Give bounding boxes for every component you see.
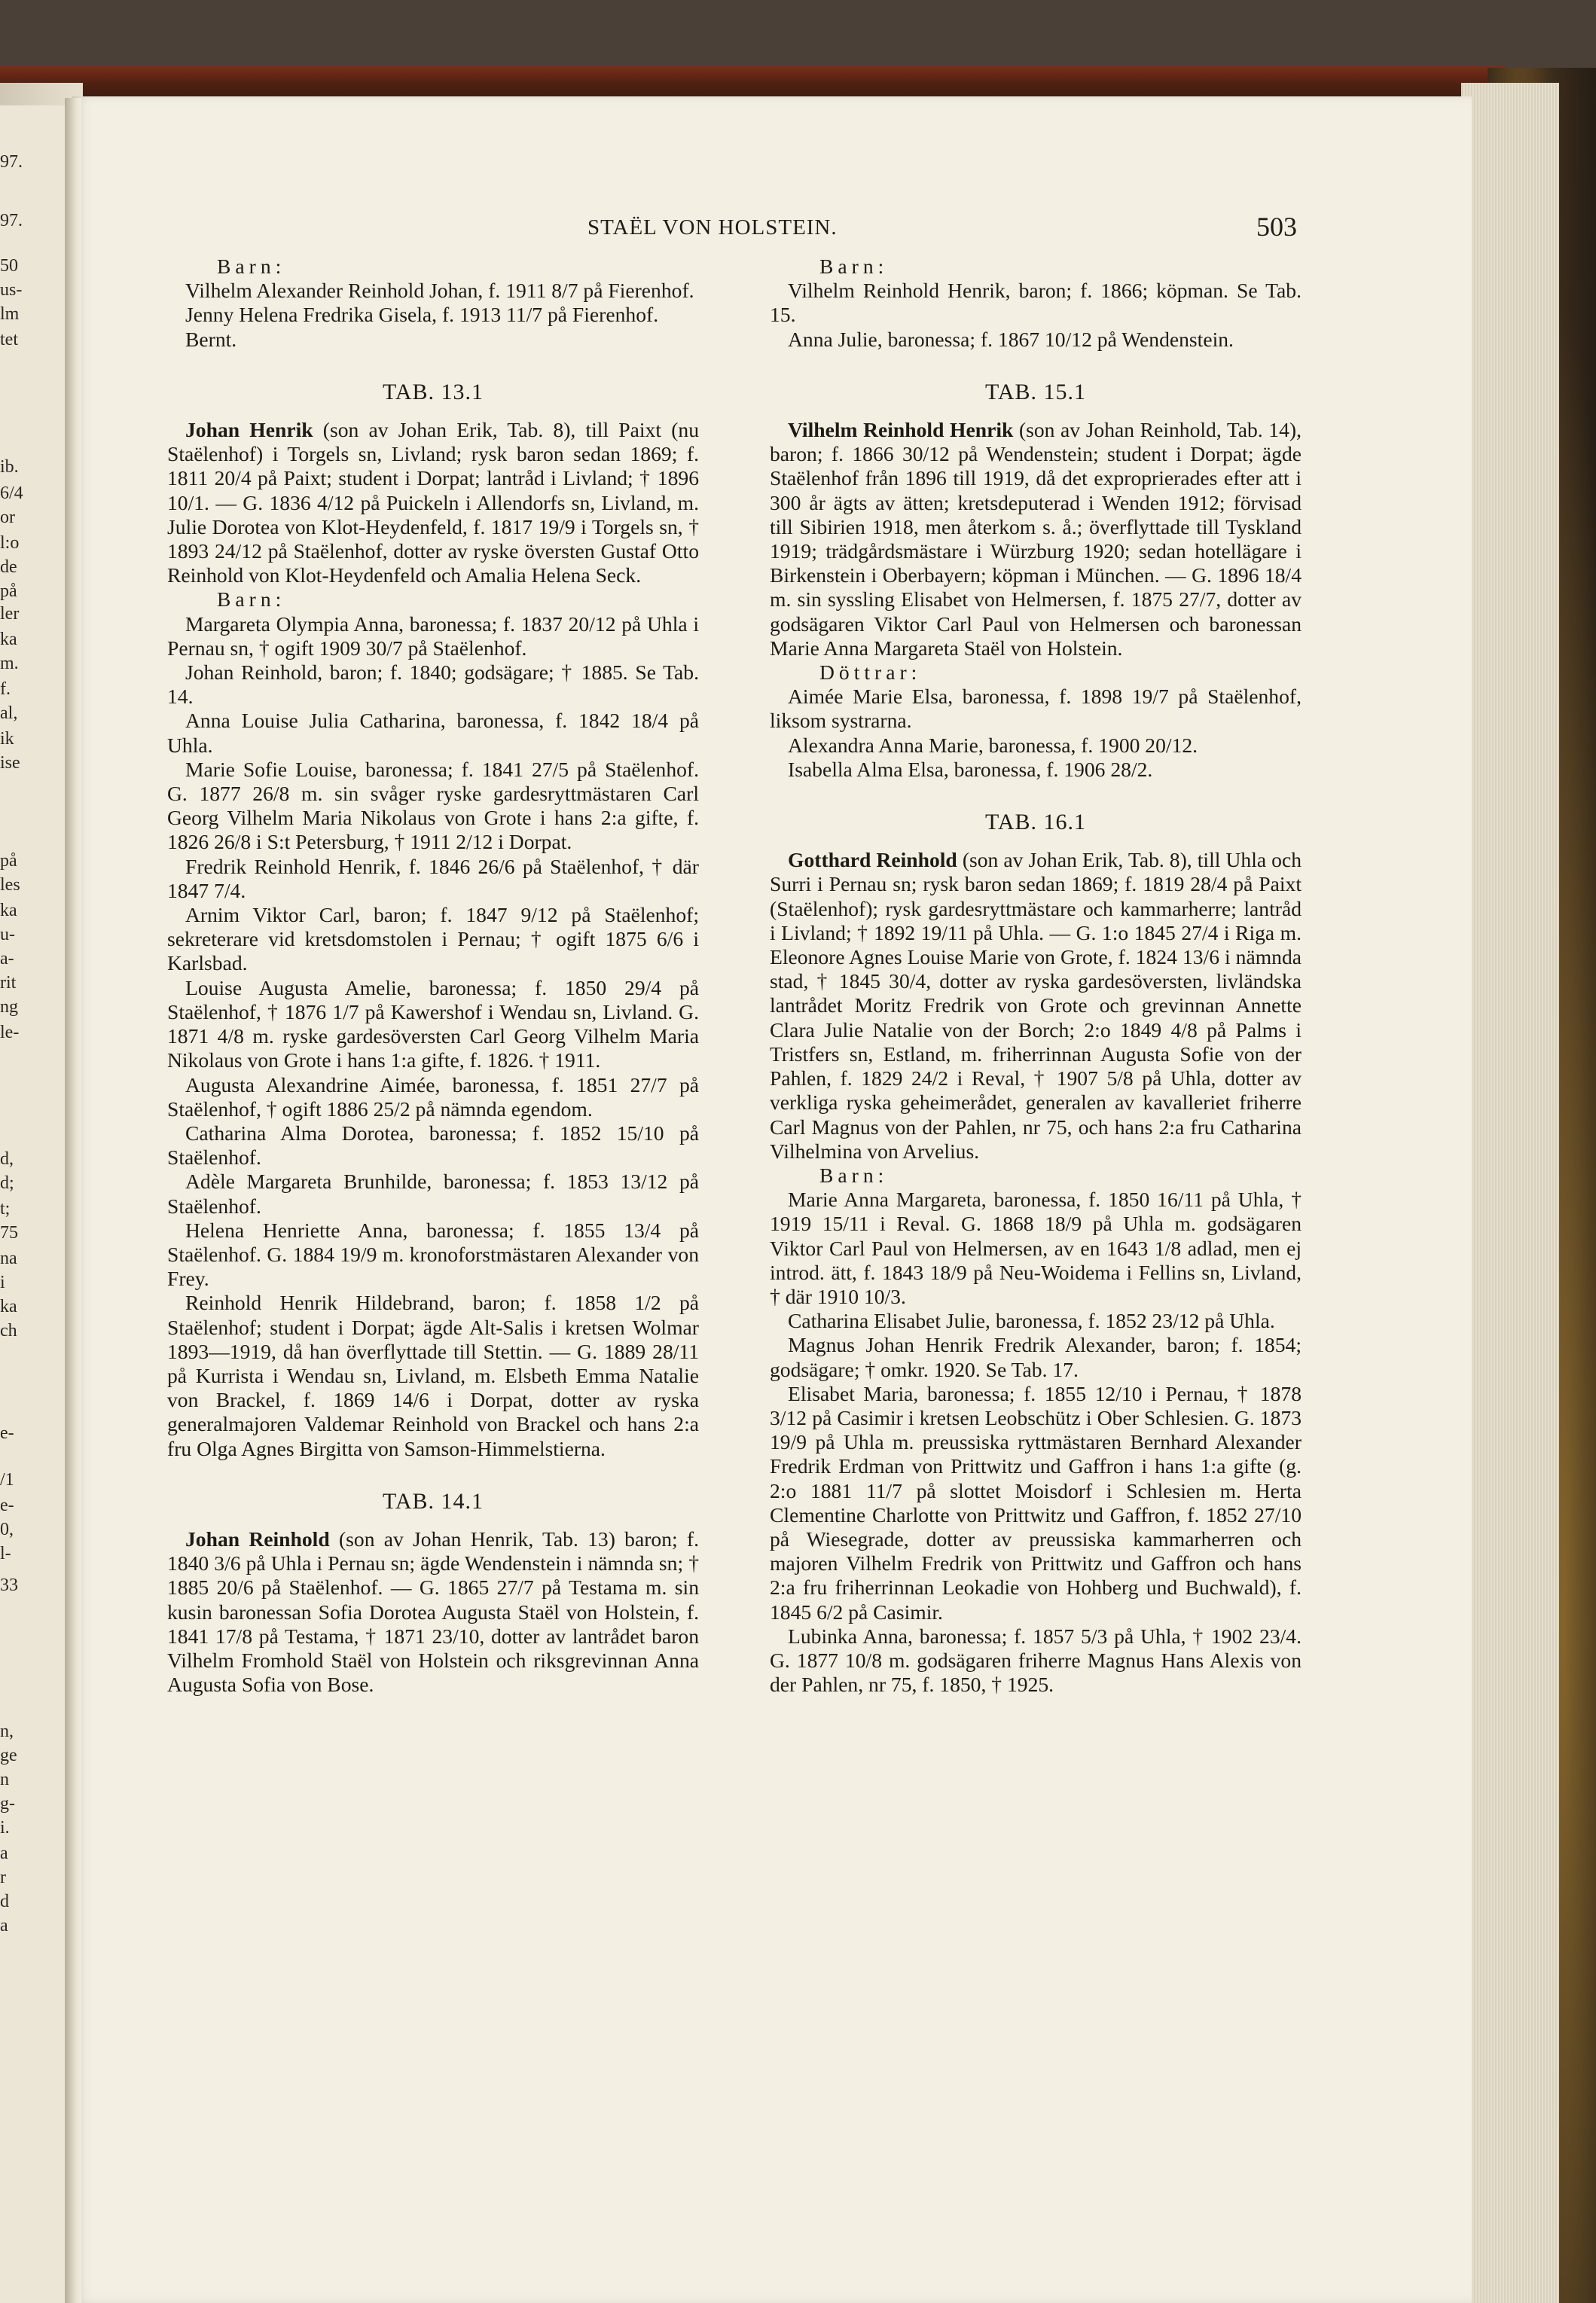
left-page-fragment: n [0,1770,9,1789]
left-page-fragment: 75 [0,1223,18,1243]
left-page-fragment: 97. [0,152,23,172]
left-page-fragment: /1 [0,1470,14,1490]
child-entry: Adèle Margareta Brunhilde, baronessa; f. 1853 13/12 på Staëlenhof. [167,1170,699,1218]
tab14-text: (son av Johan Henrik, Tab. 13) baron; f. 1840 3/6 på Uhla i Pernau sn; ägde Wendenstein i nämnda sn; † 1885 20/6 på Staëlenhof. — G. 1865 27/7 på Testama m. sin kusin baronessan Sofia Dorotea Augusta Staël von Holstein, f. 1841 17/8 på Testama, † 1871 23/10, dotter av lantrådet baron Vilhelm Fromhold Staël von Holstein och riksgrevinnan Anna Augusta Sofia von Bose. [167,1527,700,1697]
child-entry: Marie Anna Margareta, baronessa, f. 1850 16/11 på Uhla, † 1919 15/11 i Reval. G. 1868 18/9 på Uhla m. godsägaren Viktor Carl Paul von Helmersen, av en 1643 1/8 adlad, men ej introd. ätt, f. 1843 18/9 på Neu-Woidema i Fellins sn, Livland, † där 1910 10/3. [770,1188,1302,1308]
left-page-fragment: 97. [0,211,23,230]
tab16-entry [770,848,1302,1164]
tab13-text: (son av Johan Erik, Tab. 8), till Paixt (nu Staëlenhof) i Torgels sn, Livland; rysk baron sedan 1869; f. 1811 20/4 på Paixt; student i Dorpat; lantråd i Livland; † 1896 10/1. — G. 1836 4/12 på Puickeln i Allendorfs sn, Livland, m. Julie Dorotea von Klot-Heydenfeld, f. 1817 19/9 i Torgels sn, † 1893 24/12 på Staëlenhof, dotter av ryske översten Gustaf Otto Reinhold von Klot-Heydenfeld och Amalia Helena Seck. [167,418,699,587]
left-page-fragment: l:o [0,533,20,553]
child-entry: Augusta Alexandrine Aimée, baronessa, f. 1851 27/7 på Staëlenhof, † ogift 1886 25/2 på nämnda egendom. [167,1072,699,1121]
child-entry: Jenny Helena Fredrika Gisela, f. 1913 11/7 på Fierenhof. [185,303,659,327]
child-entry: Magnus Johan Henrik Fredrik Alexander, baron; f. 1854; godsägare; † omkr. 1920. Se Tab. 17. [770,1333,1302,1381]
child-entry: Vilhelm Reinhold Henrik, baron; f. 1866; köpman. Se Tab. 15. [770,279,1302,327]
left-page-fragment: al, [0,703,18,723]
left-page-fragment: på [0,581,17,601]
left-page-fragment: ch [0,1321,17,1341]
left-page-fragment: f. [0,679,11,699]
left-page-fragment: a- [0,949,14,968]
child-entry: Marie Sofie Louise, baronessa; f. 1841 27/5 på Staëlenhof. G. 1877 26/8 m. sin svåger ryske gardesryttmästaren Carl Georg Vilhelm Maria Nikolaus von Grote i hans 2:a gifte, f. 1826 26/8 i S:t Petersburg, † 1911 2/12 i Dorpat. [167,757,699,854]
child-entry: Arnim Viktor Carl, baron; f. 1847 9/12 på Staëlenhof; sekreterare vid kretsdomstolen i Pernau; † ogift 1875 6/6 i Karlsbad. [167,903,699,975]
child-entry: Isabella Alma Elsa, baronessa, f. 1906 28/2. [788,757,1153,781]
left-page-fragment: r [0,1868,6,1887]
tab15-name: Vilhelm Reinhold Henrik [788,418,1014,442]
tab16-heading: TAB. 16.1 [984,810,1087,835]
left-page-fragment: i. [0,1818,10,1838]
left-page-fragment: u- [0,925,15,944]
left-page-fragment: t; [0,1199,11,1219]
left-page-fragment: 6/4 [0,483,23,503]
left-page-fragment: le- [0,1023,20,1042]
left-page-fragment: rit [0,973,17,993]
tab15-entry [770,418,1302,660]
child-entry: Catharina Elisabet Julie, baronessa, f. 1852 23/12 på Uhla. [788,1309,1275,1333]
left-page-fragment: e- [0,1496,14,1515]
tab14-heading: TAB. 14.1 [382,1488,484,1514]
right-column [770,255,1302,1697]
left-page-fragment: g- [0,1794,15,1813]
tab13-name: Johan Henrik [185,418,313,442]
left-page-fragment: d [0,1892,9,1911]
child-entry: Anna Louise Julia Catharina, baronessa, f. 1842 18/4 på Uhla. [167,709,699,757]
left-page-fragment: n, [0,1722,14,1741]
left-page-fragment: på [0,851,17,871]
left-page-fragment: m. [0,654,19,673]
child-entry: Margareta Olympia Anna, baronessa; f. 1837 20/12 på Uhla i Pernau sn, † ogift 1909 30/7 på Staëlenhof. [167,612,699,660]
left-page-fragment: i [0,1273,5,1292]
tab15-heading: TAB. 15.1 [984,379,1087,404]
left-page-fragment: d, [0,1149,14,1169]
page-stack-edge [1461,83,1559,2303]
barn-label: Barn: [819,1163,889,1187]
tab16-name: Gotthard Reinhold [788,848,957,872]
left-page-fragment: ka [0,901,17,920]
left-page-fragment: ib. [0,457,19,477]
barn-label: Barn: [217,255,286,278]
barn-label: Barn: [217,587,286,612]
child-entry: Bernt. [185,327,237,351]
left-page-fragment: na [0,1249,17,1268]
left-page-fragment: ler [0,604,20,624]
barn-label: Barn: [819,255,889,278]
child-entry: Fredrik Reinhold Henrik, f. 1846 26/6 på Staëlenhof, † där 1847 7/4. [167,854,699,902]
left-page-fragment: 0, [0,1520,14,1539]
child-entry: Helena Henriette Anna, baronessa; f. 1855 13/4 på Staëlenhof. G. 1884 19/9 m. kronoforstmästaren Alexander von Frey. [167,1218,699,1291]
left-page-fragment: 33 [0,1575,18,1595]
left-page-fragment: a [0,1844,8,1863]
tab14-entry [167,1527,699,1697]
child-entry: Vilhelm Alexander Reinhold Johan, f. 1911 8/7 på Fierenhof. [185,279,694,303]
left-page-fragment: les [0,875,20,895]
left-page-fragment: l- [0,1544,11,1563]
child-entry: Reinhold Henrik Hildebrand, baron; f. 1858 1/2 på Staëlenhof; student i Dorpat; ägde Alt-Salis i kretsen Wolmar 1893—1919, då han överflyttade till Stettin. — G. 1889 28/11 på Kurrista i Wendau sn, Livland, m. Elsbeth Emma Natalie von Brackel, f. 1869 14/6 i Dorpat, dotter av ryska generalmajoren Valdemar Reinhold von Brackel och hans 2:a fru Olga Agnes Birgitta von Samson-Himmelstierna. [167,1291,699,1460]
child-entry: Catharina Alma Dorotea, baronessa; f. 1852 15/10 på Staëlenhof. [167,1121,699,1170]
left-page-fragment: de [0,557,17,577]
tab15-text: (son av Johan Reinhold, Tab. 14), baron; f. 1866 30/12 på Wendenstein; student i Dorpat; ägde Staëlenhof från 1896 till 1919, då det exproprierades efter att i 300 år ägts av ätten; kretsdeputerad i Wenden 1912; förvisad till Sibirien 1918, men återkom s. å.; överflyttade till Tyskland 1919; trädgårdsmästare i Würzburg 1920; sedan hotellägare i Birkenstein i Oberbayern; köpman i München. — G. 1896 18/4 m. sin syssling Elisabet von Helmersen, f. 1875 27/7, dotter av godsägaren Viktor Carl Paul von Helmersen och baronessan Marie Anna Margareta Staël von Holstein. [770,418,1302,660]
tab14-name: Johan Reinhold [185,1527,330,1551]
child-entry: Alexandra Anna Marie, baronessa, f. 1900 20/12. [788,733,1198,757]
left-page-fragment: ka [0,630,17,649]
left-page-fragment: e- [0,1423,14,1443]
tab16-text: (son av Johan Erik, Tab. 8), till Uhla och Surri i Pernau sn; rysk baron sedan 1869; f. 1819 28/4 på Paixt (Staëlenhof); rysk gardesryttmästare och kammarherre; lantråd i Livland; † 1892 19/11 på Uhla. — G. 1:o 1845 27/4 i Riga m. Eleonore Agnes Louise Marie von Grote, f. 1824 13/6 i nämnda stad, † 1845 30/4, dotter av ryska gardesöversten, livländska lantrådet Moritz Fredrik von Grote och grevinnan Annette Clara Julie Natalie von der Borch; 2:o 1849 4/8 på Palms i Tristfers sn, Estland, m. friherrinnan Augusta Sofie von der Pahlen, f. 1829 24/2 i Reval, † 1907 5/8 på Uhla, dotter av verkliga ryska geheimerådet, generalen av kavalleriet friherre Carl Magnus von der Pahlen, nr 75, och hans 2:a fru Catharina Vilhelmina von Arvelius. [770,848,1302,1163]
left-page-fragment: ge [0,1746,17,1765]
left-page-fragment: 50 [0,256,18,276]
left-page-fragment: a [0,1916,8,1935]
left-page-fragment: ka [0,1297,17,1316]
child-entry: Louise Augusta Amelie, baronessa; f. 1850 29/4 på Staëlenhof, † 1876 1/7 på Kawershof i Wendau sn, Livland. G. 1871 4/8 m. ryske gardesöversten Carl Georg Vilhelm Maria Nikolaus von Grote i hans 1:a gifte, f. 1826. † 1911. [167,975,699,1072]
left-page-fragment: ik [0,729,14,749]
left-page-fragment: tet [0,330,18,349]
left-page-fragment: ng [0,997,18,1017]
previous-page-edge [0,105,69,2303]
child-entry: Johan Reinhold, baron; f. 1840; godsägare; † 1885. Se Tab. 14. [167,660,699,709]
left-page-fragment: d; [0,1173,14,1193]
left-page-fragment: or [0,508,15,527]
left-page-fragment: lm [0,304,20,324]
tab13-entry [167,418,699,587]
dottrar-label: Döttrar: [819,660,922,685]
child-entry: Aimée Marie Elsa, baronessa, f. 1898 19/7 på Staëlenhof, liksom systrarna. [770,685,1302,733]
tab13-heading: TAB. 13.1 [382,379,484,404]
left-page-fragment: us- [0,280,23,300]
child-entry: Anna Julie, baronessa; f. 1867 10/12 på Wendenstein. [788,327,1234,351]
child-entry: Lubinka Anna, baronessa; f. 1857 5/3 på Uhla, † 1902 23/4. G. 1877 10/8 m. godsägaren friherre Magnus Hans Alexis von der Pahlen, nr 75, f. 1850, † 1925. [770,1624,1302,1697]
child-entry: Elisabet Maria, baronessa; f. 1855 12/10 i Pernau, † 1878 3/12 på Casimir i kretsen Leobschütz i Ober Schlesien. G. 1873 19/9 på Uhla m. preussiska ryttmästaren Bernhard Alexander Fredrik Erdman von Prittwitz und Gaffron i hans 1:a gifte (g. 2:o 1881 11/7 på slottet Moisdorf i Schlesien m. Herta Clementine Charlotte von Prittwitz und Gaffron, f. 1852 27/10 på Wiesegrade, dotter av preussiska kammarherren och majoren Vilhelm Fredrik von Prittwitz und Gaffron och hans 2:a fru friherrinnan Leokadie von Hohberg und Buchwald), f. 1845 6/2 på Casimir. [770,1381,1302,1624]
left-page-fragment: ise [0,753,20,773]
left-column [167,255,699,1697]
page-number: 503 [1256,212,1297,242]
running-head: STAËL VON HOLSTEIN. [587,215,838,239]
gutter-shadow [65,98,81,2303]
